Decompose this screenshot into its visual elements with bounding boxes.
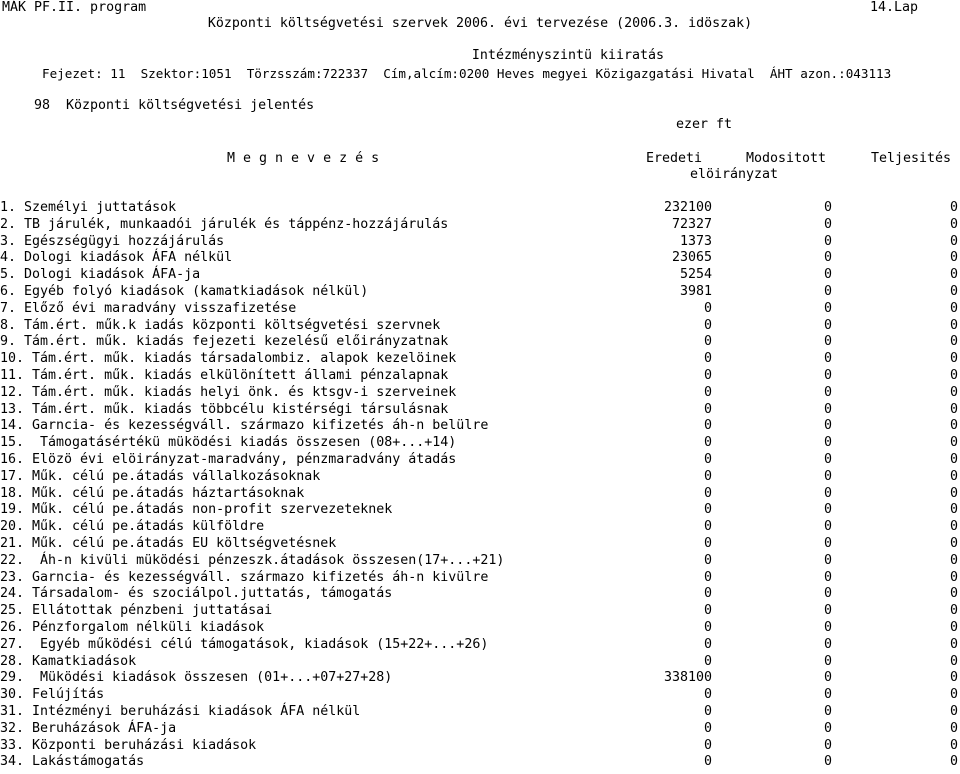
actual-value: 0 — [949, 552, 958, 568]
actual-value: 0 — [949, 317, 958, 333]
modified-value: 0 — [823, 468, 832, 484]
row-label: 29. Müködési kiadások összesen (01+...+07+27+28) — [0, 670, 393, 686]
table-row — [0, 284, 960, 300]
modified-value: 0 — [823, 368, 832, 383]
original-value: 23065 — [671, 250, 712, 266]
original-value: 5254 — [679, 267, 712, 283]
table-row — [0, 738, 960, 754]
row-label: 16. Elözö évi elöirányzat-maradvány, pénzmaradvány átadás — [0, 452, 457, 467]
table-row — [0, 368, 960, 384]
original-value: 0 — [703, 485, 712, 501]
original-value: 232100 — [663, 200, 712, 215]
row-label: 6. Egyéb folyó kiadások (kamatkiadások nélkül) — [0, 284, 369, 299]
table-row — [0, 553, 960, 569]
table-row — [0, 620, 960, 636]
actual-value: 0 — [949, 720, 958, 736]
modified-value: 0 — [823, 586, 832, 602]
actual-value: 0 — [949, 216, 958, 232]
column-header-modified: Modositott — [746, 151, 827, 166]
original-value: 0 — [703, 704, 712, 719]
modified-value: 0 — [823, 636, 832, 652]
actual-value: 0 — [949, 452, 958, 467]
table-row — [0, 502, 960, 518]
row-label: 21. Műk. célú pe.átadás EU költségvetésnek — [0, 536, 337, 551]
original-value: 72327 — [671, 216, 712, 232]
modified-value: 0 — [823, 384, 832, 400]
row-label: 24. Társadalom- és szociálpol.juttatás, támogatás — [0, 586, 393, 602]
table-row — [0, 301, 960, 317]
row-label: 7. Előző évi maradvány visszafizetése — [0, 300, 297, 316]
row-label: 30. Felújítás — [0, 687, 105, 703]
table-row — [0, 687, 960, 703]
table-row — [0, 721, 960, 737]
original-value: 0 — [703, 368, 712, 383]
row-label: 1. Személyi juttatások — [0, 200, 177, 215]
original-value: 0 — [703, 536, 712, 551]
page-number: 14.Lap — [870, 0, 919, 15]
table-row — [0, 418, 960, 434]
row-label: 15. Támogatásértékü müködési kiadás összesen (08+...+14) — [0, 435, 457, 451]
report-meta: Fejezet: 11 Szektor:1051 Törzsszám:722337 Cím,alcím:0200 Heves megyei Közigazgatási Hivatal ÁHT azon.:043113 — [42, 66, 892, 81]
original-value: 0 — [703, 317, 712, 333]
actual-value: 0 — [949, 670, 958, 686]
original-value: 0 — [703, 603, 712, 619]
table-row — [0, 200, 960, 216]
actual-value: 0 — [949, 401, 958, 417]
row-label: 3. Egészségügyi hozzájárulás — [0, 233, 225, 249]
actual-value: 0 — [949, 435, 958, 451]
original-value: 0 — [703, 468, 712, 484]
row-label: 12. Tám.ért. műk. kiadás helyi önk. és ktsgv-i szerveinek — [0, 384, 457, 400]
modified-value: 0 — [823, 653, 832, 669]
table-row — [0, 637, 960, 653]
report-title: Központi költségvetési szervek 2006. évi tervezése (2006.3. idöszak) — [207, 16, 753, 31]
table-row — [0, 351, 960, 367]
original-value: 0 — [703, 519, 712, 535]
modified-value: 0 — [823, 737, 832, 753]
original-value: 0 — [703, 452, 712, 467]
program-name: MÁK PF.II. program — [2, 0, 147, 15]
actual-value: 0 — [949, 468, 958, 484]
original-value: 0 — [703, 401, 712, 417]
column-header-original: Eredeti — [646, 151, 703, 166]
table-row — [0, 536, 960, 552]
original-value: 0 — [703, 636, 712, 652]
row-label: 25. Ellátottak pénzbeni juttatásai — [0, 603, 273, 619]
original-value: 0 — [703, 653, 712, 669]
row-label: 14. Garncia- és kezességváll. származo kifizetés áh-n belülre — [0, 418, 489, 434]
original-value: 0 — [703, 418, 712, 434]
modified-value: 0 — [823, 250, 832, 266]
actual-value: 0 — [949, 200, 958, 215]
original-value: 0 — [703, 334, 712, 350]
row-label: 18. Műk. célú pe.átadás háztartásoknak — [0, 485, 305, 501]
modified-value: 0 — [823, 267, 832, 283]
report-name: 98 Központi költségvetési jelentés — [34, 98, 315, 113]
original-value: 0 — [703, 569, 712, 585]
row-label: 27. Egyéb működési célú támogatások, kiadások (15+22+...+26) — [0, 636, 489, 652]
table-row — [0, 469, 960, 485]
actual-value: 0 — [949, 536, 958, 551]
modified-value: 0 — [823, 569, 832, 585]
modified-value: 0 — [823, 452, 832, 467]
original-value: 0 — [703, 351, 712, 367]
actual-value: 0 — [949, 334, 958, 350]
table-row — [0, 267, 960, 283]
row-label: 32. Beruházások ÁFA-ja — [0, 720, 177, 736]
original-value: 0 — [703, 502, 712, 518]
modified-value: 0 — [823, 435, 832, 451]
modified-value: 0 — [823, 200, 832, 215]
table-row — [0, 402, 960, 418]
actual-value: 0 — [949, 653, 958, 669]
original-value: 0 — [703, 620, 712, 635]
table-row — [0, 704, 960, 720]
row-label: 31. Intézményi beruházási kiadások ÁFA nélkül — [0, 704, 361, 719]
actual-value: 0 — [949, 569, 958, 585]
table-row — [0, 435, 960, 451]
modified-value: 0 — [823, 519, 832, 535]
original-value: 338100 — [663, 670, 712, 686]
row-label: 34. Lakástámogatás — [0, 754, 145, 770]
modified-value: 0 — [823, 300, 832, 316]
original-value: 3981 — [679, 284, 712, 299]
actual-value: 0 — [949, 300, 958, 316]
modified-value: 0 — [823, 334, 832, 350]
row-label: 26. Pénzforgalom nélküli kiadások — [0, 620, 265, 635]
modified-value: 0 — [823, 418, 832, 434]
table-row — [0, 586, 960, 602]
actual-value: 0 — [949, 620, 958, 635]
row-label: 33. Központi beruházási kiadások — [0, 737, 257, 753]
row-label: 19. Műk. célú pe.átadás non-profit szervezeteknek — [0, 502, 393, 518]
actual-value: 0 — [949, 267, 958, 283]
actual-value: 0 — [949, 737, 958, 753]
table-row — [0, 486, 960, 502]
column-header-original-sub: elöirányzat — [690, 167, 779, 182]
original-value: 0 — [703, 384, 712, 400]
column-header-actual: Teljesités — [871, 151, 952, 166]
table-row — [0, 452, 960, 468]
table-row — [0, 570, 960, 586]
table-row — [0, 250, 960, 266]
row-label: 8. Tám.ért. műk.k iadás központi költségvetési szervnek — [0, 317, 441, 333]
original-value: 0 — [703, 435, 712, 451]
row-label: 13. Tám.ért. műk. kiadás többcélu kistérségi társulásnak — [0, 401, 449, 417]
actual-value: 0 — [949, 384, 958, 400]
actual-value: 0 — [949, 368, 958, 383]
row-label: 23. Garncia- és kezességváll. származo kifizetés áh-n kivülre — [0, 569, 489, 585]
actual-value: 0 — [949, 754, 958, 770]
modified-value: 0 — [823, 485, 832, 501]
modified-value: 0 — [823, 670, 832, 686]
original-value: 0 — [703, 687, 712, 703]
original-value: 0 — [703, 720, 712, 736]
modified-value: 0 — [823, 216, 832, 232]
row-label: 9. Tám.ért. műk. kiadás fejezeti kezelésű előirányzatnak — [0, 334, 449, 350]
modified-value: 0 — [823, 284, 832, 299]
actual-value: 0 — [949, 636, 958, 652]
actual-value: 0 — [949, 704, 958, 719]
actual-value: 0 — [949, 284, 958, 299]
actual-value: 0 — [949, 586, 958, 602]
modified-value: 0 — [823, 351, 832, 367]
modified-value: 0 — [823, 687, 832, 703]
table-row — [0, 217, 960, 233]
table-row — [0, 519, 960, 535]
actual-value: 0 — [949, 687, 958, 703]
actual-value: 0 — [949, 233, 958, 249]
row-label: 10. Tám.ért. műk. kiadás társadalombiz. alapok kezelöinek — [0, 351, 457, 367]
row-label: 20. Műk. célú pe.átadás külföldre — [0, 519, 265, 535]
report-subtitle: Intézményszintü kiiratás — [471, 48, 665, 63]
row-label: 11. Tám.ért. műk. kiadás elkülönített állami pénzalapnak — [0, 368, 449, 383]
unit-label: ezer ft — [676, 117, 733, 132]
modified-value: 0 — [823, 536, 832, 551]
row-label: 2. TB járulék, munkaadói járulék és táppénz-hozzájárulás — [0, 216, 449, 232]
table-row — [0, 754, 960, 770]
modified-value: 0 — [823, 754, 832, 770]
table-row — [0, 603, 960, 619]
table-row — [0, 670, 960, 686]
table-row — [0, 654, 960, 670]
table-row — [0, 385, 960, 401]
actual-value: 0 — [949, 502, 958, 518]
row-label: 28. Kamatkiadások — [0, 653, 137, 669]
modified-value: 0 — [823, 317, 832, 333]
actual-value: 0 — [949, 250, 958, 266]
modified-value: 0 — [823, 401, 832, 417]
modified-value: 0 — [823, 502, 832, 518]
modified-value: 0 — [823, 603, 832, 619]
original-value: 1373 — [679, 233, 712, 249]
row-label: 5. Dologi kiadások ÁFA-ja — [0, 267, 201, 283]
row-label: 4. Dologi kiadások ÁFA nélkül — [0, 250, 233, 266]
row-label: 17. Műk. célú pe.átadás vállalkozásoknak — [0, 468, 321, 484]
column-header-name: M e g n e v e z é s — [227, 151, 380, 166]
actual-value: 0 — [949, 519, 958, 535]
modified-value: 0 — [823, 704, 832, 719]
original-value: 0 — [703, 754, 712, 770]
modified-value: 0 — [823, 620, 832, 635]
table-row — [0, 318, 960, 334]
actual-value: 0 — [949, 485, 958, 501]
original-value: 0 — [703, 300, 712, 316]
original-value: 0 — [703, 552, 712, 568]
table-row — [0, 234, 960, 250]
modified-value: 0 — [823, 233, 832, 249]
original-value: 0 — [703, 737, 712, 753]
modified-value: 0 — [823, 552, 832, 568]
original-value: 0 — [703, 586, 712, 602]
table-row — [0, 334, 960, 350]
actual-value: 0 — [949, 418, 958, 434]
modified-value: 0 — [823, 720, 832, 736]
row-label: 22. Áh-n kivüli müködési pénzeszk.átadások összesen(17+...+21) — [0, 552, 505, 568]
actual-value: 0 — [949, 603, 958, 619]
actual-value: 0 — [949, 351, 958, 367]
